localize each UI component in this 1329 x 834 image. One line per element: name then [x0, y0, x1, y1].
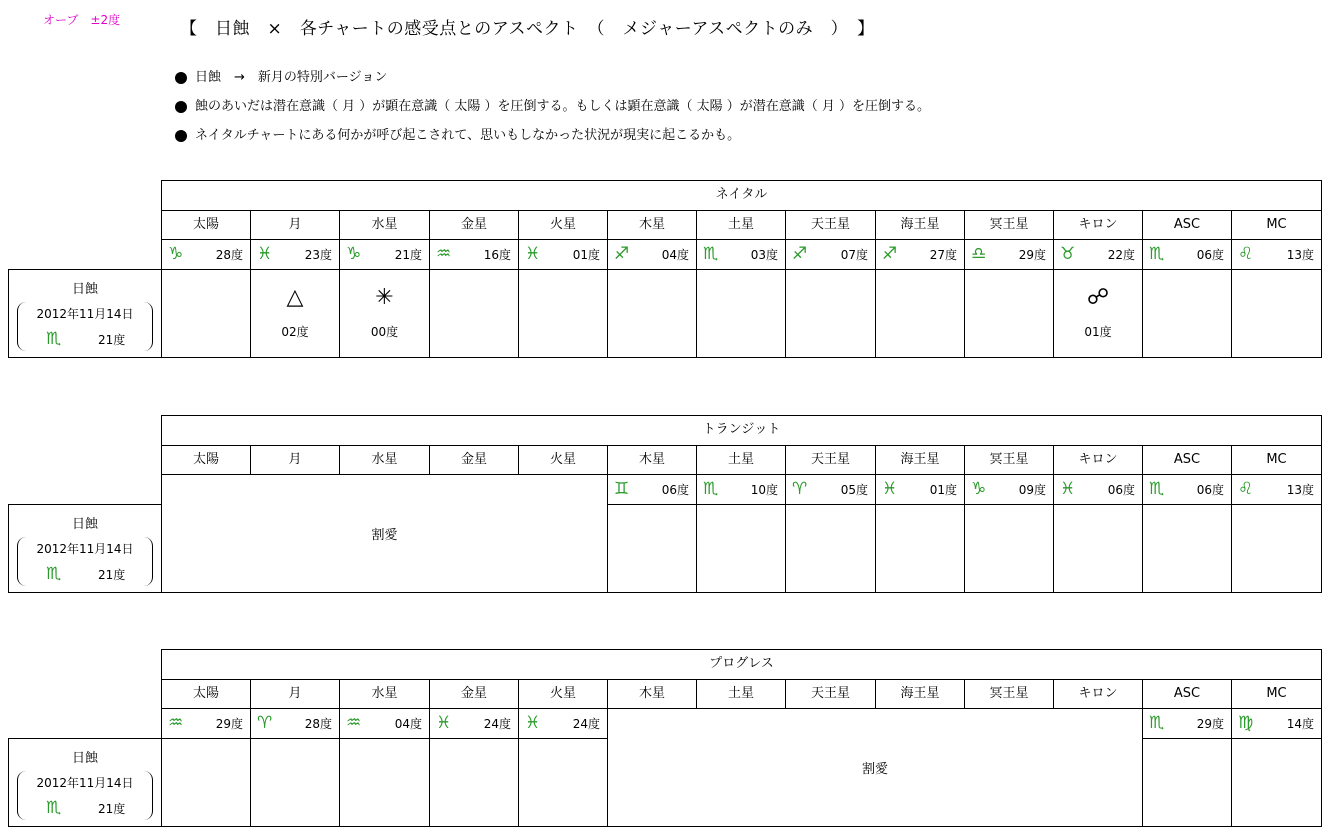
aspect-cell [607, 504, 697, 593]
sign-cell [339, 239, 430, 270]
eclipse-box [8, 504, 162, 593]
eclipse-bracket [17, 771, 153, 820]
capricorn-icon: ♑ [971, 478, 987, 499]
planet-name: 土星 [727, 451, 754, 467]
sign-degree: 13度 [1286, 482, 1314, 497]
planet-header [1231, 445, 1322, 476]
aspect-cell [1231, 504, 1322, 593]
planet-name: 水星 [371, 685, 398, 701]
aspect-cell [250, 269, 340, 358]
planet-header [1231, 210, 1322, 241]
planet-name: MC [1266, 216, 1287, 232]
sign-cell [1231, 474, 1322, 505]
eclipse-bracket [17, 537, 153, 586]
aspect-cell [161, 269, 251, 358]
scorpio-icon: ♏ [1149, 478, 1165, 499]
eclipse-box [8, 738, 162, 827]
aspect-cell [1142, 738, 1232, 827]
sign-degree: 29度 [215, 716, 243, 731]
aspect-cell [1142, 269, 1232, 358]
aspect-degree: 00度 [370, 324, 399, 339]
aspect-cell [1142, 504, 1232, 593]
sign-degree: 07度 [840, 247, 868, 262]
sign-degree: 28度 [304, 716, 332, 731]
planet-name: 天王星 [810, 216, 850, 232]
bullet-dot-icon [175, 101, 187, 113]
planet-header [696, 679, 786, 710]
planet-header [250, 210, 340, 241]
planet-header [1053, 445, 1143, 476]
sign-degree: 04度 [661, 247, 689, 262]
sign-cell [964, 239, 1054, 270]
omitted-note: 割愛 [861, 761, 888, 777]
taurus-icon: ♉ [1060, 243, 1076, 264]
planet-header [964, 210, 1054, 241]
planet-name: 木星 [638, 451, 665, 467]
planet-name: 土星 [727, 216, 754, 232]
aquarius-icon: ♒ [346, 712, 362, 733]
sign-cell [1231, 708, 1322, 739]
sign-cell [161, 239, 251, 270]
pisces-icon: ♓ [882, 478, 898, 499]
leo-icon: ♌ [1238, 243, 1254, 264]
capricorn-icon: ♑ [346, 243, 362, 264]
sign-degree: 14度 [1286, 716, 1314, 731]
planet-header [964, 679, 1054, 710]
planet-name: ASC [1173, 216, 1201, 232]
eclipse-label: 日蝕 [71, 516, 98, 532]
planet-name: 海王星 [900, 685, 940, 701]
planet-header [1142, 679, 1232, 710]
planet-header [696, 445, 786, 476]
aspect-cell [1231, 738, 1322, 827]
planet-header [607, 445, 697, 476]
eclipse-degree: 21度 [98, 332, 126, 347]
aspect-cell [161, 738, 251, 827]
aspect-cell [518, 269, 608, 358]
aries-icon: ♈ [257, 712, 273, 733]
planet-header [607, 210, 697, 241]
sign-cell [607, 239, 697, 270]
bullet-dot-icon [175, 130, 187, 142]
planet-header [1053, 679, 1143, 710]
aspect-degree: 02度 [281, 324, 309, 339]
sign-degree: 03度 [750, 247, 778, 262]
eclipse-date: 2012年11月14日 [36, 775, 134, 790]
sign-cell [1142, 474, 1232, 505]
aquarius-icon: ♒ [436, 243, 452, 264]
bullet-item [175, 126, 930, 155]
planet-name: 火星 [549, 685, 576, 701]
sign-cell [1053, 239, 1143, 270]
libra-icon: ♎ [971, 243, 987, 264]
sign-degree: 21度 [394, 247, 422, 262]
aspect-cell [785, 504, 876, 593]
aspect-cell [429, 738, 519, 827]
aspect-cell [339, 269, 430, 358]
planet-name: MC [1266, 685, 1287, 701]
sign-degree: 24度 [483, 716, 511, 731]
aspect-cell [607, 269, 697, 358]
aspect-cell [339, 738, 430, 827]
sign-cell [250, 708, 340, 739]
sign-degree: 27度 [929, 247, 957, 262]
virgo-icon: ♍ [1238, 712, 1254, 733]
planet-name: 天王星 [810, 685, 850, 701]
omitted-block [607, 708, 1143, 827]
scorpio-icon: ♏ [46, 797, 62, 818]
planet-name: 海王星 [900, 451, 940, 467]
planet-name: キロン [1078, 216, 1118, 232]
sign-degree: 13度 [1286, 247, 1314, 262]
sign-degree: 01度 [929, 482, 957, 497]
section-title [161, 649, 1322, 680]
planet-name: 冥王星 [989, 685, 1029, 701]
planet-name: 金星 [460, 685, 487, 701]
sagittarius-icon: ♐ [614, 243, 630, 264]
aspect-cell [250, 738, 340, 827]
sign-cell [875, 474, 965, 505]
aspect-cell [518, 738, 608, 827]
aquarius-icon: ♒ [168, 712, 184, 733]
orb-label: オーブ ±2度 [43, 13, 121, 27]
aspect-cell [1231, 269, 1322, 358]
sign-cell [250, 239, 340, 270]
planet-header [875, 210, 965, 241]
sign-cell [1053, 474, 1143, 505]
sign-cell [429, 708, 519, 739]
scorpio-icon: ♏ [46, 328, 62, 349]
aspect-cell [696, 269, 786, 358]
planet-header [875, 679, 965, 710]
planet-header [785, 679, 876, 710]
sign-degree: 16度 [483, 247, 511, 262]
trine-icon: △ [286, 284, 304, 310]
planet-name: MC [1266, 451, 1287, 467]
section-title [161, 180, 1322, 211]
planet-name: 月 [288, 685, 302, 701]
planet-header [429, 445, 519, 476]
planet-name: 海王星 [900, 216, 940, 232]
planet-header [785, 445, 876, 476]
aspect-cell [1053, 504, 1143, 593]
planet-header [518, 679, 608, 710]
sextile-icon: ✳ [375, 284, 394, 310]
gemini-icon: ♊ [614, 478, 630, 499]
sign-cell [785, 474, 876, 505]
planet-header [1142, 210, 1232, 241]
sign-degree: 09度 [1018, 482, 1046, 497]
aspect-cell [875, 269, 965, 358]
bullet-text: 日蝕 → 新月の特別バージョン [195, 70, 388, 85]
scorpio-icon: ♏ [1149, 243, 1165, 264]
sign-degree: 06度 [1107, 482, 1135, 497]
pisces-icon: ♓ [436, 712, 452, 733]
pisces-icon: ♓ [257, 243, 273, 264]
scorpio-icon: ♏ [1149, 712, 1165, 733]
eclipse-date: 2012年11月14日 [36, 541, 134, 556]
leo-icon: ♌ [1238, 478, 1254, 499]
planet-header [429, 679, 519, 710]
sign-cell [696, 474, 786, 505]
bullet-item [175, 68, 930, 97]
bullet-list [175, 68, 930, 155]
section-title [161, 415, 1322, 446]
planet-name: キロン [1078, 451, 1118, 467]
sign-cell [964, 474, 1054, 505]
planet-name: 月 [288, 216, 302, 232]
omitted-note: 割愛 [371, 527, 398, 543]
aspect-cell [964, 504, 1054, 593]
planet-name: 太陽 [192, 216, 219, 232]
sagittarius-icon: ♐ [882, 243, 898, 264]
sign-degree: 10度 [750, 482, 778, 497]
pisces-icon: ♓ [525, 243, 541, 264]
sign-degree: 29度 [1196, 716, 1224, 731]
planet-header [339, 679, 430, 710]
planet-name: キロン [1078, 685, 1118, 701]
planet-header [161, 210, 251, 241]
opposition-icon: ☍ [1086, 284, 1110, 310]
planet-header [339, 210, 430, 241]
section-title-text: プログレス [709, 656, 774, 671]
pisces-icon: ♓ [525, 712, 541, 733]
eclipse-degree: 21度 [98, 567, 126, 582]
eclipse-box [8, 269, 162, 358]
planet-header [696, 210, 786, 241]
sign-cell [1142, 708, 1232, 739]
section-title-text: トランジット [702, 422, 781, 437]
planet-name: 木星 [638, 685, 665, 701]
aspect-cell [875, 504, 965, 593]
planet-name: 木星 [638, 216, 665, 232]
planet-name: ASC [1173, 685, 1201, 701]
sign-cell [607, 474, 697, 505]
planet-header [1231, 679, 1322, 710]
planet-header [1142, 445, 1232, 476]
eclipse-label: 日蝕 [71, 281, 98, 297]
eclipse-degree: 21度 [98, 801, 126, 816]
sign-cell [429, 239, 519, 270]
sign-degree: 06度 [661, 482, 689, 497]
sign-degree: 01度 [572, 247, 600, 262]
sign-degree: 28度 [215, 247, 243, 262]
sign-degree: 22度 [1107, 247, 1135, 262]
sign-degree: 05度 [840, 482, 868, 497]
scorpio-icon: ♏ [46, 563, 62, 584]
planet-name: 火星 [549, 451, 576, 467]
planet-header [964, 445, 1054, 476]
aspect-degree: 01度 [1084, 324, 1112, 339]
bullet-text: ネイタルチャートにある何かが呼び起こされて、思いもしなかった状況が現実に起こるかも。 [195, 128, 741, 143]
sagittarius-icon: ♐ [792, 243, 808, 264]
planet-name: ASC [1173, 451, 1201, 467]
planet-header [785, 210, 876, 241]
aspect-cell [696, 504, 786, 593]
sign-cell [161, 708, 251, 739]
aspect-cell [429, 269, 519, 358]
aspect-cell [964, 269, 1054, 358]
bullet-text: 蝕のあいだは潜在意識（ 月 ）が顕在意識（ 太陽 ）を圧倒する。もしくは顕在意識（ 太陽 ）が潜在意識（ 月 ）を圧倒する。 [195, 99, 931, 114]
sign-cell [518, 239, 608, 270]
sign-cell [785, 239, 876, 270]
sign-degree: 24度 [572, 716, 600, 731]
sign-degree: 06度 [1196, 482, 1224, 497]
bullet-dot-icon [175, 72, 187, 84]
planet-header [339, 445, 430, 476]
sign-cell [1231, 239, 1322, 270]
planet-name: 太陽 [192, 451, 219, 467]
planet-name: 金星 [460, 451, 487, 467]
sign-degree: 29度 [1018, 247, 1046, 262]
sign-degree: 23度 [304, 247, 332, 262]
scorpio-icon: ♏ [703, 478, 719, 499]
aries-icon: ♈ [792, 478, 808, 499]
planet-name: 冥王星 [989, 216, 1029, 232]
eclipse-date: 2012年11月14日 [36, 306, 134, 321]
eclipse-bracket [17, 302, 153, 351]
planet-header [161, 445, 251, 476]
sign-degree: 04度 [394, 716, 422, 731]
omitted-block [161, 474, 608, 593]
planet-header [518, 210, 608, 241]
planet-name: 天王星 [810, 451, 850, 467]
scorpio-icon: ♏ [703, 243, 719, 264]
planet-name: 太陽 [192, 685, 219, 701]
sign-cell [875, 239, 965, 270]
capricorn-icon: ♑ [168, 243, 184, 264]
planet-name: 冥王星 [989, 451, 1029, 467]
sign-cell [1142, 239, 1232, 270]
planet-name: 土星 [727, 685, 754, 701]
section-title-text: ネイタル [715, 187, 768, 202]
sign-cell [518, 708, 608, 739]
planet-name: 月 [288, 451, 302, 467]
planet-header [250, 445, 340, 476]
aspect-cell [785, 269, 876, 358]
bullet-item [175, 97, 930, 126]
page-title: 【 日蝕 × 各チャートの感受点とのアスペクト （ メジャーアスペクトのみ ） 】 [180, 19, 875, 39]
planet-header [429, 210, 519, 241]
sign-degree: 06度 [1196, 247, 1224, 262]
eclipse-label: 日蝕 [71, 750, 98, 766]
aspect-cell [1053, 269, 1143, 358]
planet-header [161, 679, 251, 710]
planet-name: 水星 [371, 216, 398, 232]
planet-name: 金星 [460, 216, 487, 232]
planet-header [250, 679, 340, 710]
planet-header [1053, 210, 1143, 241]
sign-cell [339, 708, 430, 739]
sign-cell [696, 239, 786, 270]
planet-name: 火星 [549, 216, 576, 232]
planet-header [875, 445, 965, 476]
pisces-icon: ♓ [1060, 478, 1076, 499]
planet-name: 水星 [371, 451, 398, 467]
planet-header [607, 679, 697, 710]
planet-header [518, 445, 608, 476]
